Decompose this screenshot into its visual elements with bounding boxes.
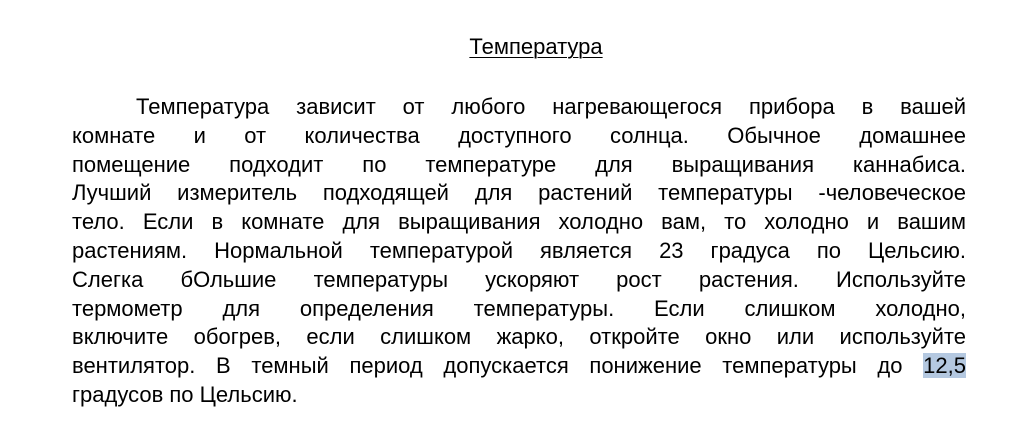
paragraph-line: Слегка бОльшие температуры ускоряют рост растения. Используйте [72,266,966,292]
paragraph-line: помещение подходит по температуре для выращивания каннабиса. [72,151,966,177]
paragraph-line-with-selection [72,352,966,381]
paragraph-line: Лучший измеритель подходящей для растений температуры -человеческое [72,180,966,206]
paragraph-line: растениям. Нормальной температурой является 23 градуса по Цельсию. [72,237,966,263]
paragraph-line: комнате и от количества доступного солнца. Обычное домашнее [72,122,966,148]
paragraph-line: термометр для определения температуры. Если слишком холодно, [72,295,966,321]
paragraph-line-text: вентилятор. В темный период допускается понижение температуры до [72,353,903,379]
selected-text[interactable]: 12,5 [923,353,966,379]
paragraph [72,93,966,410]
paragraph-line: тело. Если в комнате для выращивания холодно вам, то холодно и вашим [72,209,966,235]
paragraph-line: включите обогрев, если слишком жарко, откройте окно или используйте [72,324,966,350]
paragraph-last-line: градусов по Цельсию. [72,381,298,407]
paragraph-line: Температура зависит от любого нагревающегося прибора в вашей [136,94,966,119]
document-title: Температура [469,34,603,59]
